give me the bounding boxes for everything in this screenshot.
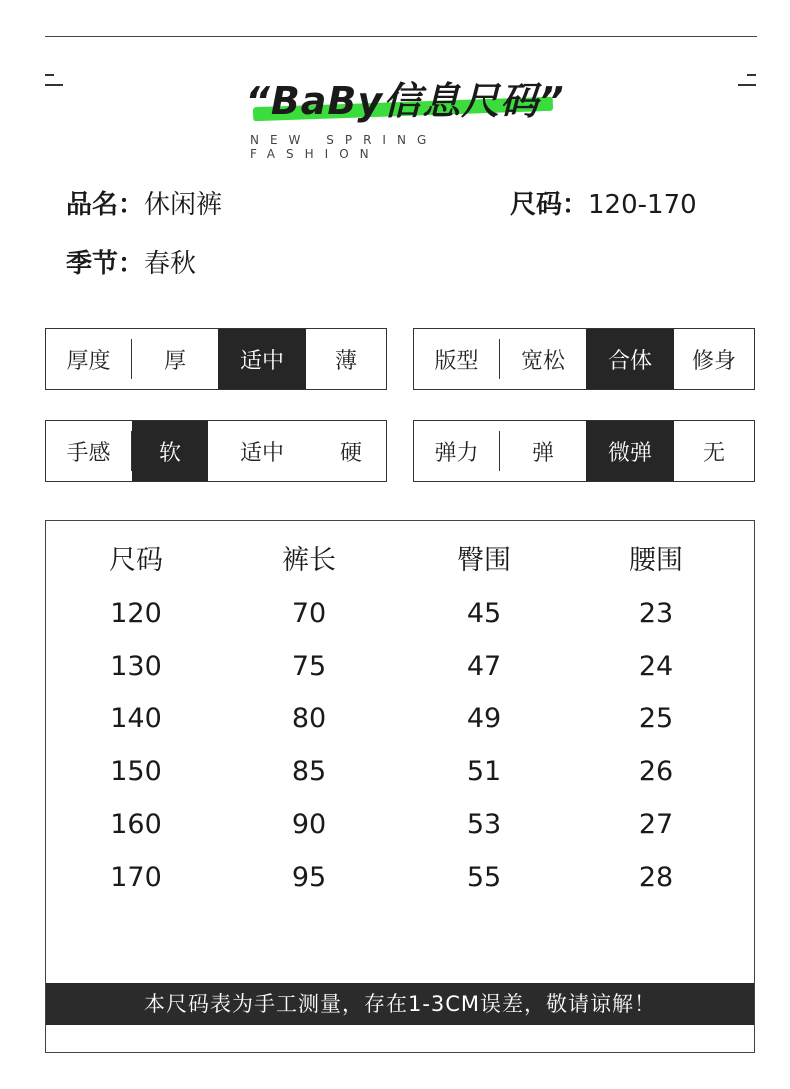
table-cell: 85 [291, 756, 327, 788]
product-name [66, 184, 222, 221]
feel-option: 适中 [239, 440, 284, 466]
elasticity-option: 无 [702, 440, 725, 466]
feel-option: 硬 [339, 440, 362, 466]
table-cell: 51 [466, 756, 502, 788]
elasticity-option: 微弹 [586, 421, 674, 481]
feel-attribute [45, 420, 387, 482]
size-table [45, 520, 755, 1053]
thickness-option: 厚 [163, 348, 186, 374]
size-range-value: 120-170 [588, 190, 697, 220]
table-row [46, 752, 756, 792]
table-header-cell: 臀围 [457, 545, 511, 576]
table-cell: 55 [466, 861, 502, 893]
season-label: 季节： [66, 249, 145, 279]
season [66, 243, 196, 280]
feel-label: 手感 [46, 431, 132, 471]
thickness-option: 薄 [334, 348, 357, 374]
table-cell: 160 [110, 809, 162, 840]
top-divider [45, 36, 757, 37]
table-cell: 28 [638, 861, 674, 893]
table-row [46, 805, 756, 845]
page-subtitle: NEW SPRING FASHION [250, 133, 438, 161]
fit-attribute [413, 328, 755, 390]
table-cell: 49 [466, 703, 502, 735]
size-range-label: 尺码： [510, 190, 589, 220]
size-range [510, 184, 697, 221]
table-cell: 80 [291, 703, 327, 735]
product-name-value: 休闲裤 [144, 190, 223, 220]
table-cell: 53 [466, 809, 502, 840]
thickness-label: 厚度 [46, 339, 132, 379]
thickness-attribute [45, 328, 387, 390]
table-cell: 47 [466, 650, 502, 682]
table-cell: 26 [638, 756, 674, 788]
table-header-cell: 尺码 [109, 545, 163, 576]
table-cell: 45 [466, 597, 502, 629]
product-name-label: 品名： [66, 190, 145, 220]
table-cell: 130 [110, 650, 162, 682]
season-value: 春秋 [144, 249, 197, 279]
elasticity-label: 弹力 [414, 431, 500, 471]
table-cell: 70 [291, 597, 327, 629]
fit-option: 合体 [586, 329, 674, 389]
fit-option: 修身 [691, 348, 736, 374]
thickness-option: 适中 [218, 329, 306, 389]
fit-option: 宽松 [520, 348, 565, 374]
table-header-cell: 裤长 [282, 545, 336, 576]
table-cell: 140 [110, 703, 162, 735]
table-row [46, 647, 756, 687]
table-cell: 23 [638, 597, 674, 629]
table-cell: 25 [638, 703, 674, 735]
table-cell: 170 [110, 861, 162, 893]
table-cell: 24 [638, 650, 674, 682]
elasticity-attribute [413, 420, 755, 482]
table-cell: 90 [291, 809, 327, 840]
table-cell: 120 [110, 597, 162, 629]
feel-option: 软 [132, 421, 208, 481]
table-cell: 27 [638, 809, 674, 840]
table-cell: 150 [110, 756, 162, 788]
measurement-note: 本尺码表为手工测量，存在1-3CM误差，敬请谅解！ [46, 983, 754, 1025]
table-row [46, 594, 756, 634]
table-cell: 95 [291, 861, 327, 893]
elasticity-option: 弹 [531, 440, 554, 466]
table-cell: 75 [291, 650, 327, 682]
right-corner-mark [738, 74, 756, 88]
fit-label: 版型 [414, 339, 500, 379]
page-title: “BaBy信息尺码” [245, 79, 565, 123]
table-header-row [46, 541, 756, 581]
table-row [46, 858, 756, 898]
left-corner-mark [45, 74, 63, 88]
table-row [46, 699, 756, 739]
table-header-cell: 腰围 [629, 545, 683, 576]
title-block [235, 70, 575, 140]
